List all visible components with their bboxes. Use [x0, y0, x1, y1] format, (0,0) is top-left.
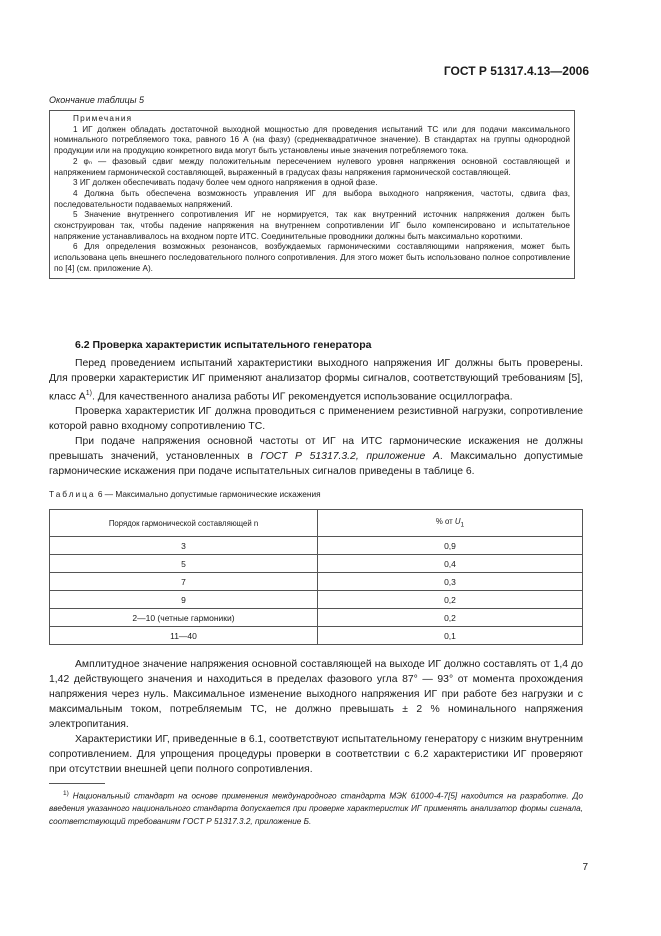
section-body-bottom: [49, 657, 583, 777]
notes-table: [49, 110, 575, 279]
table-continuation-title: Окончание таблицы 5: [49, 95, 144, 105]
note-4: 4 Должна быть обеспечена возможность управления ИГ для выбора выходного напряжения, частоты, сдвига фаз, последовательности подаваемых напряжений.: [54, 188, 570, 209]
notes-heading: Примечания: [73, 114, 133, 123]
footnote-divider: [49, 783, 105, 784]
note-6: 6 Для определения возможных резонансов, возбуждаемых гармоническими составляющими напряжения, может быть использована цепь внешнего последовательного полного сопротивления. Для этого может быть использовано полное сопротивление по [4] (см. приложение А).: [54, 242, 570, 273]
paragraph-4: Амплитудное значение напряжения основной составляющей на выходе ИГ должно составлять от 1,4 до 1,42 действующего значения и находиться в пределах фазового угла 87° — 93° от момента прохождения напряжения через нуль. Максимальное изменение выходного напряжения ИГ при работе без нагрузки и с максимальным током, потребляемым ТС, не должно превышать ± 2 % номинального напряжения электропитания.: [49, 659, 583, 730]
header-harmonic-order: Порядок гармонической составляющей n: [50, 510, 318, 537]
table-row: 7 0,3: [50, 573, 583, 591]
paragraph-1: Перед проведением испытаний характеристики выходного напряжения ИГ должны быть проверены. Для проверки характеристик ИГ применяют анализатор формы сигналов, соответствующий требованиям [5], класс $А^{1)}$. Для качественного анализа работы ИГ рекомендуется использование осциллографа.: [49, 358, 583, 403]
note-1: 1 ИГ должен обладать достаточной выходной мощностью для проведения испытаний ТС или для подачи максимального номинального потребляемого тока, равного 16 А (на фазу) (среднеквадратичное значение). В стандартах на группы однородной продукции или на продукцию конкретного вида могут быть установлены иные значения потребляемого тока.: [54, 124, 570, 156]
paragraph-2: Проверка характеристик ИГ должна проводиться с применением резистивной нагрузки, сопротивление которой равно входному сопротивлению ТС.: [49, 406, 583, 433]
standard-code: ГОСТ Р 51317.4.13—2006: [443, 64, 589, 78]
paragraph-3: При подаче напряжения основной частоты от ИГ на ИТС гармонические искажения не должны превышать значений, установленных в ГОСТ Р 51317.3.2, приложение А. Максимально допустимые гармонические искажения при подаче испытательных сигналов приведены в таблице 6.: [49, 436, 583, 478]
table-row: 3 0,9: [50, 537, 583, 555]
note-2: 2 φₙ — фазовый сдвиг между положительным пересечением нулевого уровня напряжения основной составляющей и напряжением гармонической составляющей, выраженный в градусах фазы напряжения гармонической составляющей.: [54, 156, 570, 177]
note-5: 5 Значение внутреннего сопротивления ИГ не нормируется, так как внутренний источник напряжения должен быть сконструирован так, чтобы падение напряжения на внутреннем сопротивлении ИГ было компенсировано и испытательное напряжение устанавливалось на входном порте ИТС. Соединительные проводники должны быть максимально короткими.: [54, 210, 570, 241]
table-row: 9 0,2: [50, 591, 583, 609]
section-title: 6.2 Проверка характеристик испытательного генератора: [75, 339, 372, 351]
table-header-row: [50, 510, 583, 537]
footnote: $^{1)}$ Национальный стандарт на основе применения международного стандарта МЭК 61000-4-7[5] находится на разработке. До введения указанного национального стандарта допускается при проверке характеристик ИГ применять анализатор формы сигнала, соответствующий требованиям ГОСТ Р 51317.3.2, приложение Б.: [49, 790, 583, 826]
table-row: 5 0,4: [50, 555, 583, 573]
table-row: 11—40 0,1: [50, 627, 583, 645]
table-row: 2—10 (четные гармоники) 0,2: [50, 609, 583, 627]
table-6-title: Таблица 6 — Максимально допустимые гармонические искажения: [49, 489, 321, 499]
note-3: 3 ИГ должен обеспечивать подачу более чем одного напряжения в одной фазе.: [73, 178, 378, 188]
header-percent: % от $U_1$: [318, 510, 583, 537]
section-body-top: [49, 356, 583, 479]
standard-reference: ГОСТ Р 51317.3.2, приложение А: [260, 451, 440, 463]
footnote-ref: 1): [85, 390, 92, 397]
page-number: 7: [582, 862, 588, 873]
paragraph-5: Характеристики ИГ, приведенные в 6.1, соответствуют испытательному генератору с низким внутренним сопротивлением. Для упрощения процедуры проверки в соответствии с 6.2 характеристики ИГ проверяют при отсутствии внешней цепи полного сопротивления.: [49, 734, 583, 775]
harmonics-table: [49, 509, 583, 645]
